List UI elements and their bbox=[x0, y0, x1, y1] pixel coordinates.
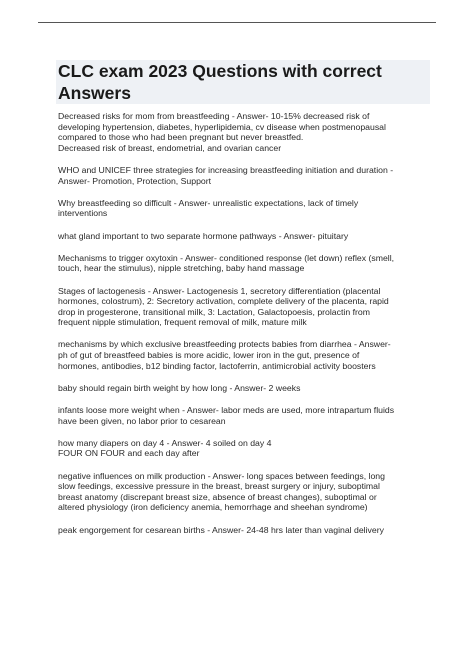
qa-text-line: drop in progesterone, transitional milk, 3: Lactation, Galactopoesis, prolactin from bbox=[58, 306, 370, 317]
qa-entry bbox=[58, 405, 438, 426]
qa-text-line: negative influences on milk production - Answer- long spaces between feedings, long bbox=[58, 470, 385, 481]
qa-entry bbox=[58, 339, 438, 371]
qa-text-line: have been given, no labor prior to cesarean bbox=[58, 415, 226, 426]
qa-entry bbox=[58, 471, 438, 513]
qa-text-line: breast anatomy (discrepant breast size, absence of breast changes), suboptimal or bbox=[58, 491, 377, 502]
qa-text-line: developing hypertension, diabetes, hyperlipidemia, cv disease when postmenopausal bbox=[58, 121, 386, 132]
title-block bbox=[56, 60, 430, 104]
qa-text-line: Mechanisms to trigger oxytoxin - Answer- conditioned response (let down) reflex (smell, bbox=[58, 252, 395, 263]
qa-text-line: Decreased risk of breast, endometrial, and ovarian cancer bbox=[58, 142, 282, 153]
qa-text-line: FOUR ON FOUR and each day after bbox=[58, 448, 200, 459]
qa-text-line: frequent nipple stimulation, frequent removal of milk, mature milk bbox=[58, 317, 307, 328]
qa-entry bbox=[58, 231, 438, 242]
qa-text-line: WHO and UNICEF three strategies for increasing breastfeeding initiation and duration - bbox=[58, 164, 394, 175]
qa-entry bbox=[58, 286, 438, 328]
header-divider bbox=[38, 22, 436, 23]
qa-text-line: Answer- Promotion, Protection, Support bbox=[58, 175, 212, 186]
qa-text-line: what gland important to two separate hormone pathways - Answer- pituitary bbox=[58, 230, 349, 241]
qa-entry bbox=[58, 525, 438, 536]
qa-entry bbox=[58, 111, 438, 153]
qa-text-line: ph of gut of breastfeed babies is more acidic, lower iron in the gut, presence of bbox=[58, 350, 360, 361]
qa-text-line: compared to those who had been pregnant but never breastfed. bbox=[58, 132, 304, 143]
qa-list bbox=[58, 111, 438, 547]
qa-entry bbox=[58, 253, 438, 274]
qa-text-line: altered physiology (iron deficiency anemia, hemorrhage and sheehan syndrome) bbox=[58, 502, 368, 513]
qa-entry bbox=[58, 165, 438, 186]
qa-text-line: interventions bbox=[58, 208, 108, 219]
qa-text-line: Decreased risks for mom from breastfeeding - Answer- 10-15% decreased risk of bbox=[58, 111, 370, 121]
qa-text-line: hormones, colostrum), 2: Secretory activation, complete delivery of the placenta, rapid bbox=[58, 296, 389, 307]
qa-entry bbox=[58, 198, 438, 219]
qa-text-line: mechanisms by which exclusive breastfeeding protects babies from diarrhea - Answer- bbox=[58, 339, 391, 350]
qa-text-line: touch, hear the stimulus), nipple stretching, baby hand massage bbox=[58, 263, 305, 274]
qa-text-line: baby should regain birth weight by how long - Answer- 2 weeks bbox=[58, 382, 301, 393]
title-line: Answers bbox=[58, 83, 131, 103]
qa-text-line: slow feedings, excessive pressure in the breast, breast surgery or injury, suboptimal bbox=[58, 481, 380, 492]
qa-text-line: how many diapers on day 4 - Answer- 4 soiled on day 4 bbox=[58, 437, 272, 448]
qa-entry bbox=[58, 383, 438, 394]
qa-text-line: Stages of lactogenesis - Answer- Lactogenesis 1, secretory differentiation (placental bbox=[58, 285, 381, 296]
page-title bbox=[56, 60, 430, 104]
title-line: CLC exam 2023 Questions with correct bbox=[58, 61, 382, 81]
qa-text-line: hormones, antibodies, b12 binding factor, lactoferrin, antimicrobial activity boosters bbox=[58, 360, 376, 371]
qa-text-line: peak engorgement for cesarean births - Answer- 24-48 hrs later than vaginal delivery bbox=[58, 524, 384, 535]
qa-entry bbox=[58, 438, 438, 459]
qa-text-line: Why breastfeeding so difficult - Answer- unrealistic expectations, lack of timely bbox=[58, 197, 359, 208]
qa-text-line: infants loose more weight when - Answer- labor meds are used, more intrapartum fluids bbox=[58, 405, 395, 416]
